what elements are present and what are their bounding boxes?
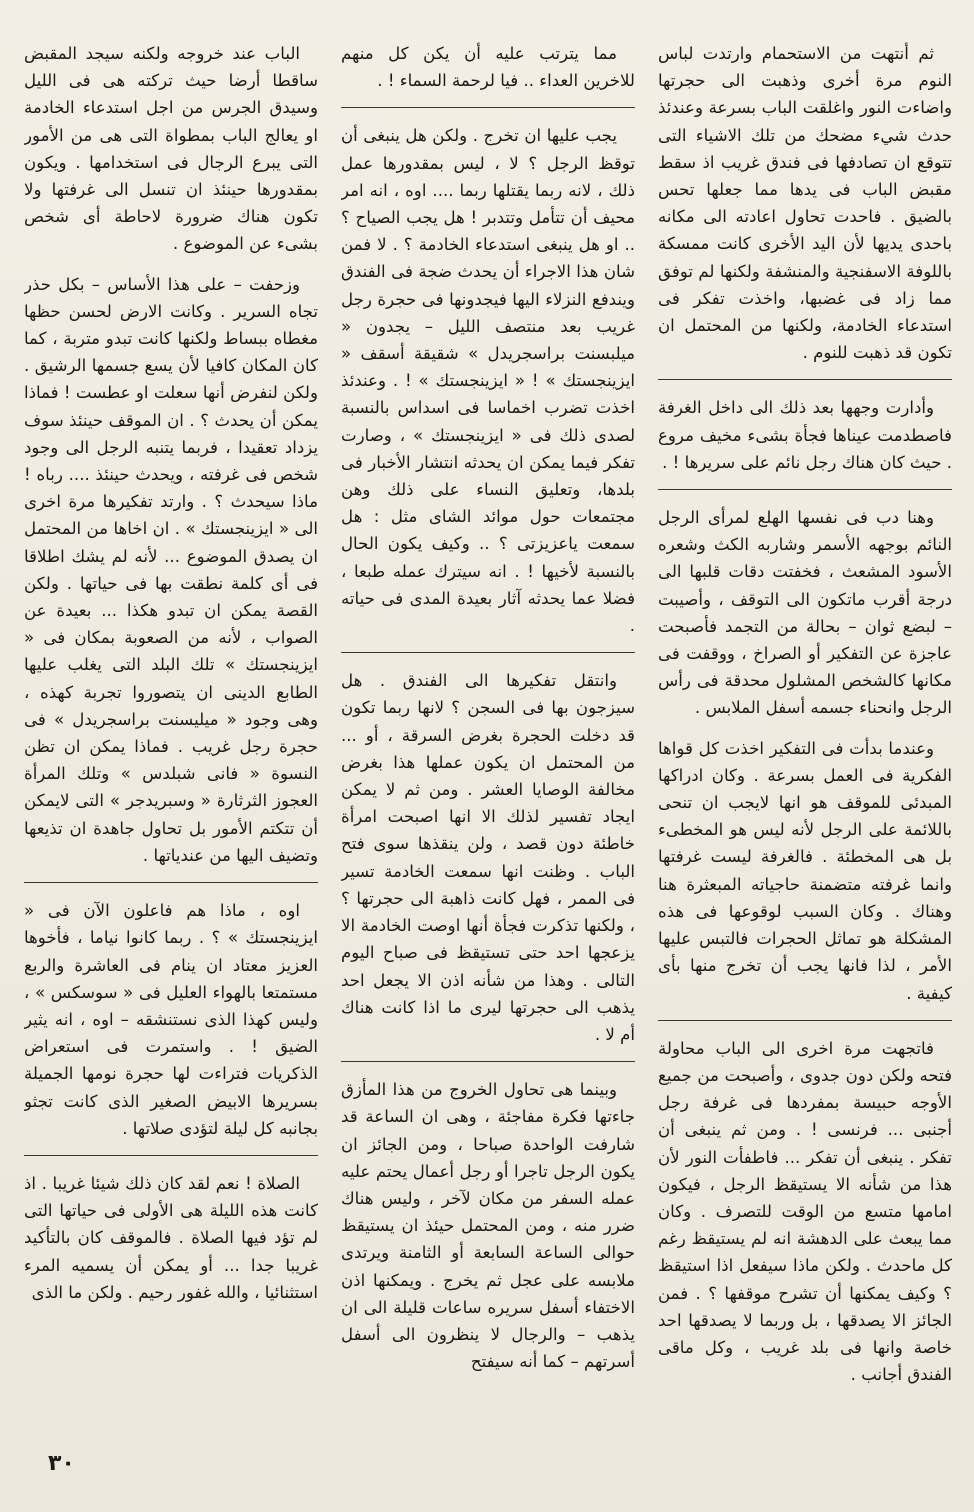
paragraph: ثم أنتهت من الاستحمام وارتدت لباس النوم مرة أخرى وذهبت الى حجرتها واضاءت النور واغلقت الباب بسرعة وعندئذ حدث شيء مضحك من تلك الاشياء التى تتوقع ان تصادفها فى فندق غريب اذ سقط مقبض الباب فى يدها مما جعلها تحس بالضيق . فاحدت تحاول اعادته الى مكانه باحدى يديها لأن اليد الأخرى كانت ممسكة باللوفة الاسفنجية والمنشفة ولكنها لم توفق مما زاد فى غضبها، واخذت تفكر فى استدعاء الخادمة، ولكنها من المحتمل ان تكون قد ذهبت للنوم .	[658, 44, 952, 363]
paragraph: وبينما هى تحاول الخروج من هذا المأزق جاءتها فكرة مفاجئة ، وهى ان الساعة قد شارفت الواحدة صباحا ، ومن الجائز ان يكون الرجل تاجرا أو رجل أعمال يحتم عليه عمله السفر من مكان لآخر ، وليس هناك ضرر منه ، ومن المحتمل حيئذ ان يستيقظ حوالى الساعة السابعة أو الثامنة ويرتدى ملابسه على عجل ثم يخرج . ويمكنها اذن الاختفاء أسفل سريره ساعات قليلة الى ان يذهب – والرجال لا ينظرون الى أسفل أسرتهم – كما أنه سيفتح	[341, 1080, 635, 1372]
column-middle	[341, 40, 635, 1440]
paragraph: وعندما بدأت فى التفكير اخذت كل قواها الفكرية فى العمل بسرعة . وكان ادراكها المبدئى للموقف هو انها لايجب ان تنحى باللائمة على الرجل لأنه ليس هو المخطىء بل هى المخطئة . فالغرفة ليست غرفتها وانما غرفته متضمنة حاجياته المبعثرة هنا وهناك . وكان السبب لوقوعها فى هذه المشكلة هو تماثل الحجرات فالتبس عليها الأمر ، لذا فانها يجب أن تخرج منها بأى كيفية .	[658, 738, 952, 1003]
column-right	[658, 40, 952, 1440]
column-divider-rule	[658, 379, 952, 380]
page-number: ٣٠	[48, 1451, 75, 1476]
column-divider-rule	[24, 882, 318, 883]
paragraph: اوه ، ماذا هم فاعلون الآن فى « ايزينجستك » ؟ . ربما كانوا نياما ، فأخوها العزيز معتاد ان ينام فى العاشرة والربع مستمتعا بالهواء العليل فى « سوسكس » ، وليس كهذا الذى نستنشقه – اوه ، انه يثير الضيق ! . واستمرت فى استعراض الذكريات فتراءت لها حجرة نومها الجميلة بسريرها الابيض الصغير الذى كانت تجثو بجانبه كل ليلة لتؤدى صلاتها .	[24, 901, 318, 1138]
column-divider-rule	[341, 1061, 635, 1062]
paragraph: وأدارت وجهها بعد ذلك الى داخل الغرفة فاصطدمت عيناها فجأة بشىء مخيف مروع . حيث كان هناك رجل نائم على سريرها ! .	[658, 398, 952, 472]
column-divider-rule	[658, 1020, 952, 1021]
column-divider-rule	[658, 489, 952, 490]
text-columns	[24, 40, 952, 1440]
column-divider-rule	[24, 1155, 318, 1156]
paragraph: الصلاة ! نعم لقد كان ذلك شيئا غريبا . اذ كانت هذه الليلة هى الأولى فى حياتها التى لم تؤد فيها الصلاة . فالموقف كان بالتأكيد غريبا جدا ... أو يمكن أن يسميه المرء استثنائيا ، والله غفور رحيم . ولكن ما الذى	[24, 1173, 318, 1302]
column-divider-rule	[341, 652, 635, 653]
paragraph: الباب عند خروجه ولكنه سيجد المقبض ساقطا أرضا حيث تركته هى فى الليل وسيدق الجرس من اجل استدعاء الخادمة او يعالج الباب بمطواة التى هى من الأمور التى يبرع الرجال فى استخدامها . ويكون بمقدورها حينئذ ان تنسل الى غرفتها ولا تكون هناك ضرورة لاحاطة أى شخص بشىء عن الموضوع .	[24, 44, 318, 254]
paragraph: مما يترتب عليه أن يكن كل منهم للاخرين العداء .. فيا لرحمة السماء ! .	[341, 44, 635, 91]
paragraph: فاتجهت مرة اخرى الى الباب محاولة فتحه ولكن دون جدوى ، وأصبحت من جميع الأوجه حبيسة بمفردها فى غرفة رجل أجنبى ... فرنسى ! . ومن ثم ينبغى أن تفكر . ينبغى أن تفكر ... فاطفأت النور لأن هذا من شأنه الا يستيقظ الرجل ، فيكون امامها متسع من الوقت للتصرف . وكان مما يبعث على الدهشة انه لم يستيقظ رغم كل ماحدث . ولكن ماذا سيفعل اذا استيقظ ؟ وكيف يمكنها أن تشرح موقفها ؟ . فمن الجائز الا يصدقها ، بل وربما لا يصدقها احد خاصة وانها فى بلد غريب ، وكل ماقى الفندق أجانب .	[658, 1038, 952, 1385]
paragraph: وزحفت – على هذا الأساس – بكل حذر تجاه السرير . وكانت الارض لحسن حظها مغطاه ببساط ولكنها كانت تبدو متربة ، كما كان المكان كافيا لأن يسع جسمها الرشيق . ولكن لنفرض أنها سعلت او عطست ! فماذا يمكن أن يحدث ؟ . ان الموقف حينئذ سوف يزداد تعقيدا ، فربما يتنبه الرجل الى وجود شخص فى غرفته ، ويحدث حينئذ .... رباه ! ماذا سيحدث ؟ . وارتد تفكيرها مرة اخرى الى « ايزينجستك » . ان اخاها من المحتمل ان يصدق الموضوع ... لأنه لم يشك اطلاقا فى أى كلمة نطقت بها فى حياتها . ولكن القصة يمكن ان تبدو هكذا ... بعيدة عن الصواب ، لأنه من الصعوبة بمكان فى « ايزينجستك » تلك البلد التى يغلب عليها الطابع الدينى ان يتصوروا تجربة كهذه ، وهى وجود « ميليسنت براسجريدل » فى حجرة رجل غريب . فماذا يمكن ان تظن النسوة « فانى شبلدس » وتلك المرأة العجوز الثرثارة « وسبريدجر » التى لايمكن أن تتكتم الأمور بل تحاول جاهدة ان تذيعها وتضيف اليها من عندياتها .	[24, 274, 318, 865]
column-left	[24, 40, 318, 1440]
column-divider-rule	[341, 107, 635, 108]
paragraph: يجب عليها ان تخرج . ولكن هل ينبغى أن توقظ الرجل ؟ لا ، ليس بمقدورها عمل ذلك ، لانه ربما يقتلها ربما .... اوه ، انه امر محيف أن تتأمل وتتدبر ! هل يجب الصياح ؟ .. او هل ينبغى استدعاء الخادمة ؟ . لا فمن شان هذا الاجراء أن يحدث ضجة فى الفندق ويندفع النزلاء اليها فيجدونها فى حجرة رجل غريب بعد منتصف الليل – يجدون « ميلبسنت براسجريدل » شقيقة أسقف « ايزينجستك » ! « ايزينجستك » ! . وعندئذ اخذت تضرب اخماسا فى اسداس بالنسبة لصدى ذلك فى « ايزينجستك » ، وصارت تفكر فيما يمكن ان يحدثه انتشار الأخبار فى بلدها، وتعليق النساء على ذلك وهن مجتمعات حول موائد الشاى مثل : هل سمعت ياعزيزتى ؟ .. وكيف يكون الحال بالنسبة لأخيها ! . انه سيترك عمله طبعا ، فضلا عما يحدثه آثار بعيدة المدى فى حياته .	[341, 126, 635, 636]
paragraph: وهنا دب فى نفسها الهلع لمرأى الرجل النائم بوجهه الأسمر وشاربه الكث وشعره الأسود المشعث ، فخفتت دقات قلبها الى درجة أقرب ماتكون الى التوقف ، وأصيبت – لبضع ثوان – بحالة من التجمد فأصبحت عاجزة عن التفكير أو الصراخ ، ووقفت فى مكانها كالشخص المشلول محدقة فى رأس الرجل وانحناء جسمه أسفل الملابس .	[658, 508, 952, 718]
paragraph: وانتقل تفكيرها الى الفندق . هل سيزجون بها فى السجن ؟ لانها ربما تكون قد دخلت الحجرة بغرض السرقة ، أو ... من المحتمل ان يكون عملها هذا بغرض مخالفة الوصايا العشر . ومن ثم لا يمكن ايجاد تفسير لذلك الا انها اصبحت امرأة خاطئة دون قصد ، ولن ينقذها سوى فتح الباب . وظنت انها سمعت الخادمة تسير فى الممر ، فهل كانت ذاهبة الى حجرتها ؟ ، ولكنها تذكرت فجأة أنها اوصت الخادمة الا يزعجها احد حتى تستيقظ فى صباح اليوم التالى . وهذا من شأنه اذن الا يجعل احد يذهب الى حجرتها ليرى ما اذا كانت هناك أم لا .	[341, 671, 635, 1044]
